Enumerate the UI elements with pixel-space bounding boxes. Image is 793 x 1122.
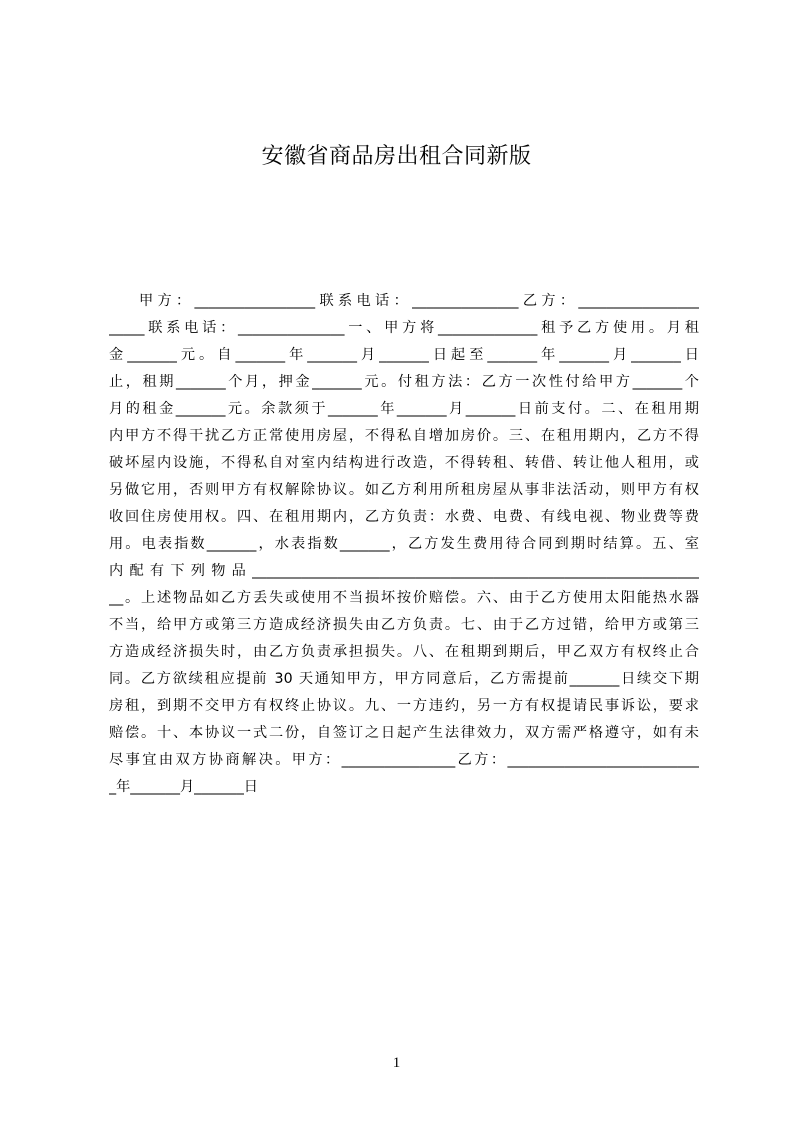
body-line: 用。电表指数_______，水表指数_______，乙方发生费用待合同到期时结算。五、室 bbox=[109, 536, 699, 552]
contract-body bbox=[109, 288, 699, 801]
body-line: 内配有下列物品_______________________________________________________________ bbox=[109, 563, 699, 579]
body-line: 月的租金_______元。余款须于_______年_______月_______日前支付。二、在租用期 bbox=[109, 401, 699, 417]
body-line: 不当，给甲方或第三方造成经济损失由乙方负责。七、由于乙方过错，给甲方或第三 bbox=[109, 617, 699, 633]
body-line: 赔偿。十、本协议一式二份，自签订之日起产生法律效力，双方需严格遵守，如有未 bbox=[109, 725, 699, 741]
body-line: 同。乙方欲续租应提前 30 天通知甲方，甲方同意后，乙方需提前_______日续交下期 bbox=[109, 671, 699, 687]
body-line: 收回住房使用权。四、在租用期内，乙方负责：水费、电费、有线电视、物业费等费 bbox=[109, 509, 699, 525]
body-line: 内甲方不得干扰乙方正常使用房屋，不得私自增加房价。三、在租用期内，乙方不得 bbox=[109, 428, 699, 444]
page-number: 1 bbox=[392, 1055, 401, 1071]
body-line: __。上述物品如乙方丢失或使用不当损坏按价赔偿。六、由于乙方使用太阳能热水器 bbox=[109, 590, 699, 606]
body-line: 甲方：_________________联系电话：_______________乙方：_________________ bbox=[139, 293, 699, 309]
body-line: 房租，到期不交甲方有权终止协议。九、一方违约，另一方有权提请民事诉讼，要求 bbox=[109, 698, 699, 714]
body-line-date: _年_______月_______日 bbox=[109, 779, 258, 795]
body-line: 方造成经济损失时，由乙方负责承担损失。八、在租期到期后，甲乙双方有权终止合 bbox=[109, 644, 699, 660]
body-line: 止，租期_______个月，押金_______元。付租方法：乙方一次性付给甲方_______个 bbox=[109, 374, 699, 390]
body-line: 金_______元。自_______年_______月_______日起至_______年_______月_______日 bbox=[109, 347, 699, 363]
body-line: 尽事宜由双方协商解决。甲方：________________乙方：___________________________ bbox=[109, 752, 699, 768]
body-line: _____联系电话：_______________一、甲方将______________租予乙方使用。月租 bbox=[109, 320, 699, 336]
body-line: 另做它用，否则甲方有权解除协议。如乙方利用所租房屋从事非法活动，则甲方有权 bbox=[109, 482, 699, 498]
document-title: 安徽省商品房出租合同新版 bbox=[261, 144, 532, 169]
body-line: 破坏屋内设施，不得私自对室内结构进行改造，不得转租、转借、转让他人租用，或 bbox=[109, 455, 699, 471]
